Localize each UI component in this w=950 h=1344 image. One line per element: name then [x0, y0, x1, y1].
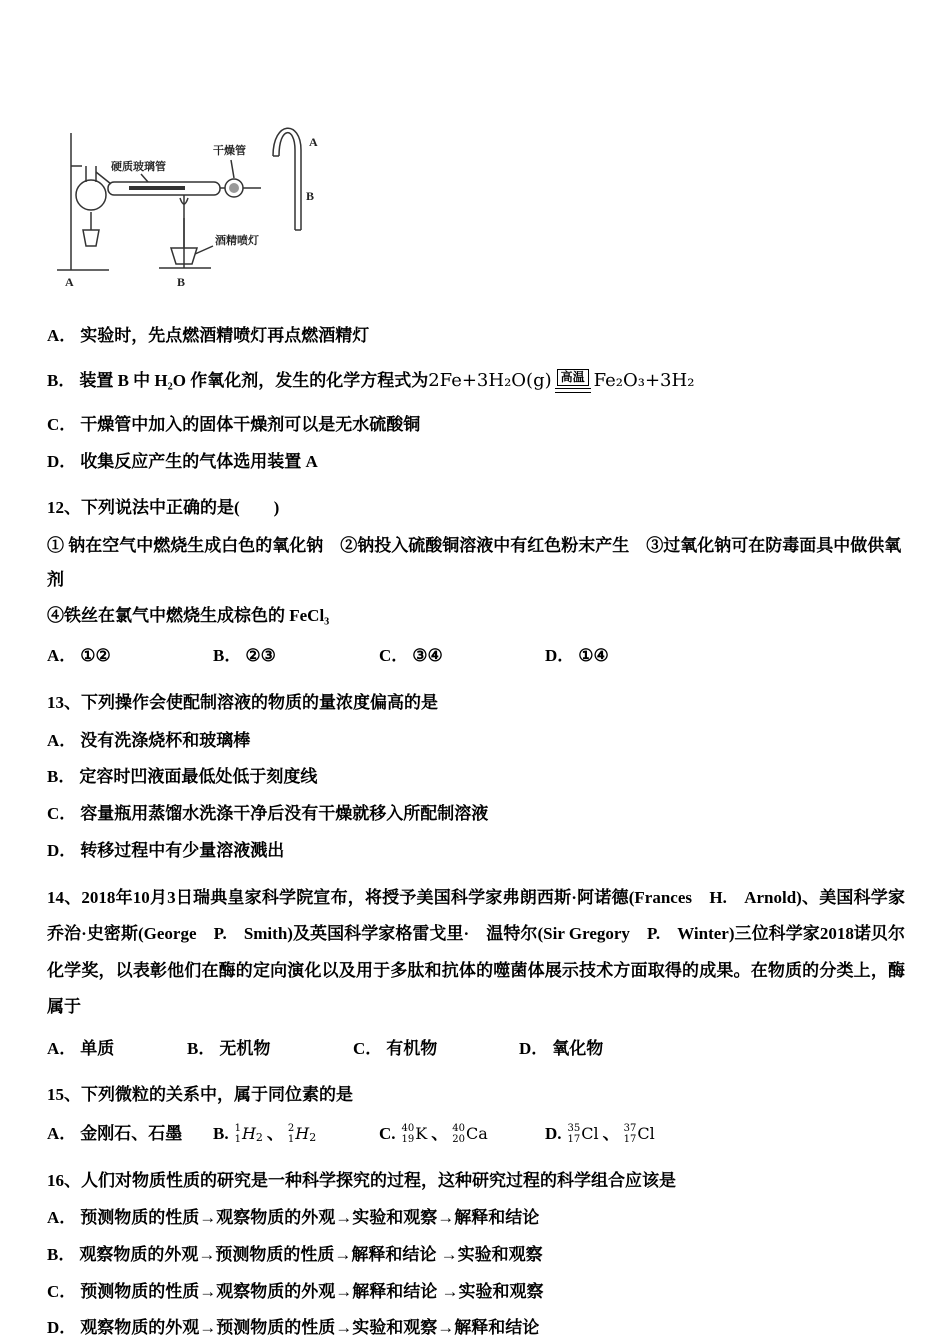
mass-number: 40 — [401, 1122, 415, 1134]
option-text: 观察物质的外观→预测物质的性质→实验和观察→解释和结论 — [80, 1318, 540, 1338]
equation-left: 2Fe+3H₂O(g) — [428, 369, 552, 391]
option-label: A． — [47, 646, 77, 666]
option-line-c — [47, 1277, 905, 1307]
nuclide-cl37 — [624, 1120, 655, 1149]
options-row — [47, 641, 905, 672]
option-line-c — [47, 799, 905, 829]
options-row — [47, 1034, 905, 1065]
option-text: 无机物 — [219, 1038, 271, 1058]
outlet-a-letter: A — [309, 135, 318, 149]
option-label: B． — [213, 646, 242, 666]
option-line-c — [47, 410, 905, 440]
option-line-d — [47, 1313, 905, 1343]
option-label: D. — [545, 1123, 562, 1143]
option-text: 观察物质的外观→预测物质的性质→解释和结论 →实验和观察 — [79, 1244, 543, 1264]
option-a — [47, 641, 213, 672]
option-label: C． — [47, 1281, 77, 1301]
apparatus-figure — [53, 98, 353, 303]
option-b — [213, 1119, 379, 1150]
option-label: B． — [47, 767, 76, 787]
mass-number: 2 — [287, 1122, 295, 1134]
option-label: B． — [47, 370, 76, 390]
equation-right: Fe₂O₃+3H₂ — [593, 369, 695, 391]
option-label: C． — [379, 646, 409, 666]
option-label: A． — [47, 730, 77, 750]
option-label: D． — [545, 646, 575, 666]
nuclide-h1 — [235, 1120, 263, 1149]
element-symbol: H — [295, 1123, 310, 1143]
stand-a-letter: A — [65, 275, 74, 289]
separator: 、 — [431, 1123, 449, 1143]
option-d — [545, 641, 609, 672]
question-12 — [47, 493, 905, 672]
option-a — [47, 1119, 213, 1150]
question-stem: 14、2018年10月3日瑞典皇家科学院宣布，将授予美国科学家弗朗西斯·阿诺德(Frances H. Arnold)、美国科学家乔治·史密斯(George P. Smith)及英国科学家格雷戈里· 温特尔(Sir Gregory P. Winter)三位科学家2018诺贝尔化学奖，以表彰他们在酶的定向演化以及用于多肽和抗体的噬菌体展示技术方面取得的成果。在物质的分类上，酶属于 — [47, 887, 905, 1017]
option-text: 收集反应产生的气体选用装置 A — [80, 452, 318, 471]
question-stem: 13、下列操作会使配制溶液的物质的量浓度偏高的是 — [47, 692, 438, 712]
mass-number: 40 — [452, 1122, 465, 1134]
option-text: 定容时凹液面最低处低于刻度线 — [79, 767, 318, 787]
outlet-b-letter: B — [306, 189, 315, 203]
option-text: ①④ — [578, 646, 609, 666]
option-text: 氧化物 — [552, 1038, 604, 1058]
nuclide-cl35 — [568, 1120, 599, 1149]
element-symbol: Cl — [581, 1123, 599, 1143]
atomic-number: 1 — [234, 1134, 241, 1146]
option-line-a — [47, 726, 905, 756]
drying-tube-label: 干燥管 — [213, 145, 246, 157]
options-row — [47, 1119, 905, 1150]
option-label: C. — [379, 1123, 396, 1143]
alcohol-blast-lamp-label: 酒精喷灯 — [215, 235, 259, 247]
option-d — [545, 1119, 657, 1150]
element-symbol: Cl — [637, 1123, 655, 1143]
atomic-number: 17 — [567, 1134, 581, 1146]
option-line-a — [47, 1203, 905, 1233]
option-label: C． — [47, 415, 77, 435]
option-label: A． — [47, 1038, 77, 1058]
option-label: C． — [353, 1038, 383, 1058]
mass-number: 1 — [234, 1122, 241, 1134]
statements-line-1: ① 钠在空气中燃烧生成白色的氧化钠 ②钠投入硫酸铜溶液中有红色粉末产生 ③过氧化钠可在防毒面具中做供氧剂 — [47, 536, 902, 590]
molecule-subscript: 2 — [255, 1131, 263, 1145]
question-16 — [47, 1166, 905, 1344]
question-stem: 12、下列说法中正确的是( ) — [47, 497, 280, 517]
question-13 — [47, 688, 905, 866]
option-text: 有机物 — [386, 1038, 438, 1058]
option-label: B． — [47, 1244, 76, 1264]
atomic-number: 17 — [623, 1134, 637, 1146]
mass-number: 35 — [567, 1122, 581, 1134]
option-text: 实验时，先点燃酒精喷灯再点燃酒精灯 — [80, 326, 370, 345]
separator: 、 — [602, 1123, 620, 1143]
option-label: A． — [47, 1123, 77, 1143]
question-14 — [47, 880, 905, 1065]
nuclide-ca40 — [452, 1120, 488, 1149]
option-a — [47, 1034, 187, 1065]
question-11-options — [47, 321, 905, 477]
element-symbol: Ca — [465, 1123, 488, 1143]
option-label: A． — [47, 326, 77, 345]
option-c — [379, 1119, 545, 1150]
option-label: C． — [47, 804, 77, 824]
nuclide-k40 — [402, 1120, 428, 1149]
option-text: 预测物质的性质→观察物质的外观→解释和结论 →实验和观察 — [80, 1281, 544, 1301]
molecule-subscript: 2 — [309, 1131, 317, 1145]
option-text: ①② — [80, 646, 111, 666]
atomic-number: 19 — [401, 1134, 415, 1146]
option-text: 装置 B 中 H₂O 作氧化剂，发生的化学方程式为 — [79, 370, 429, 390]
atomic-number: 20 — [452, 1134, 465, 1146]
option-text: ②③ — [245, 646, 276, 666]
element-symbol: K — [415, 1123, 428, 1143]
equation-condition: 高温 — [557, 369, 589, 386]
option-b — [213, 641, 379, 672]
question-stem: 16、人们对物质性质的研究是一种科学探究的过程，这种研究过程的科学组合应该是 — [47, 1170, 676, 1190]
option-line-b — [47, 365, 905, 397]
option-c — [379, 641, 545, 672]
question-15 — [47, 1080, 905, 1149]
stand-b-letter: B — [177, 275, 186, 289]
option-b — [187, 1034, 353, 1065]
option-d — [519, 1034, 603, 1065]
double-line-icon — [555, 388, 591, 393]
statements-line-2: ④铁丝在氯气中燃烧生成棕色的 FeCl₃ — [47, 606, 330, 626]
separator: 、 — [266, 1123, 284, 1143]
option-text: 容量瓶用蒸馏水洗涤干净后没有干燥就移入所配制溶液 — [80, 804, 489, 824]
option-label: D． — [519, 1038, 549, 1058]
option-text: 金刚石、石墨 — [80, 1123, 183, 1143]
option-line-b — [47, 762, 905, 792]
option-text: 没有洗涤烧杯和玻璃棒 — [80, 730, 251, 750]
option-label: D． — [47, 452, 77, 471]
option-text: 转移过程中有少量溶液溅出 — [80, 840, 285, 860]
hard-glass-tube-label: 硬质玻璃管 — [111, 161, 166, 173]
element-symbol: H — [241, 1123, 256, 1143]
option-line-b — [47, 1240, 905, 1270]
atomic-number: 1 — [287, 1134, 295, 1146]
option-line-d — [47, 447, 905, 477]
option-text: 干燥管中加入的固体干燥剂可以是无水硫酸铜 — [80, 415, 421, 435]
nuclide-h2 — [288, 1120, 316, 1149]
apparatus-diagram — [53, 98, 905, 303]
mass-number: 37 — [623, 1122, 637, 1134]
equation-condition-stack — [555, 369, 591, 393]
option-text: 预测物质的性质→观察物质的外观→实验和观察→解释和结论 — [80, 1208, 540, 1228]
option-line-a — [47, 321, 905, 351]
option-label: D． — [47, 840, 77, 860]
question-stem: 15、下列微粒的关系中，属于同位素的是 — [47, 1085, 353, 1105]
option-label: B. — [213, 1123, 229, 1143]
option-line-d — [47, 836, 905, 866]
option-label: B． — [187, 1038, 216, 1058]
option-label: A． — [47, 1208, 77, 1228]
option-text: ③④ — [412, 646, 443, 666]
option-text: 单质 — [80, 1038, 115, 1058]
option-c — [353, 1034, 519, 1065]
option-label: D． — [47, 1318, 77, 1338]
